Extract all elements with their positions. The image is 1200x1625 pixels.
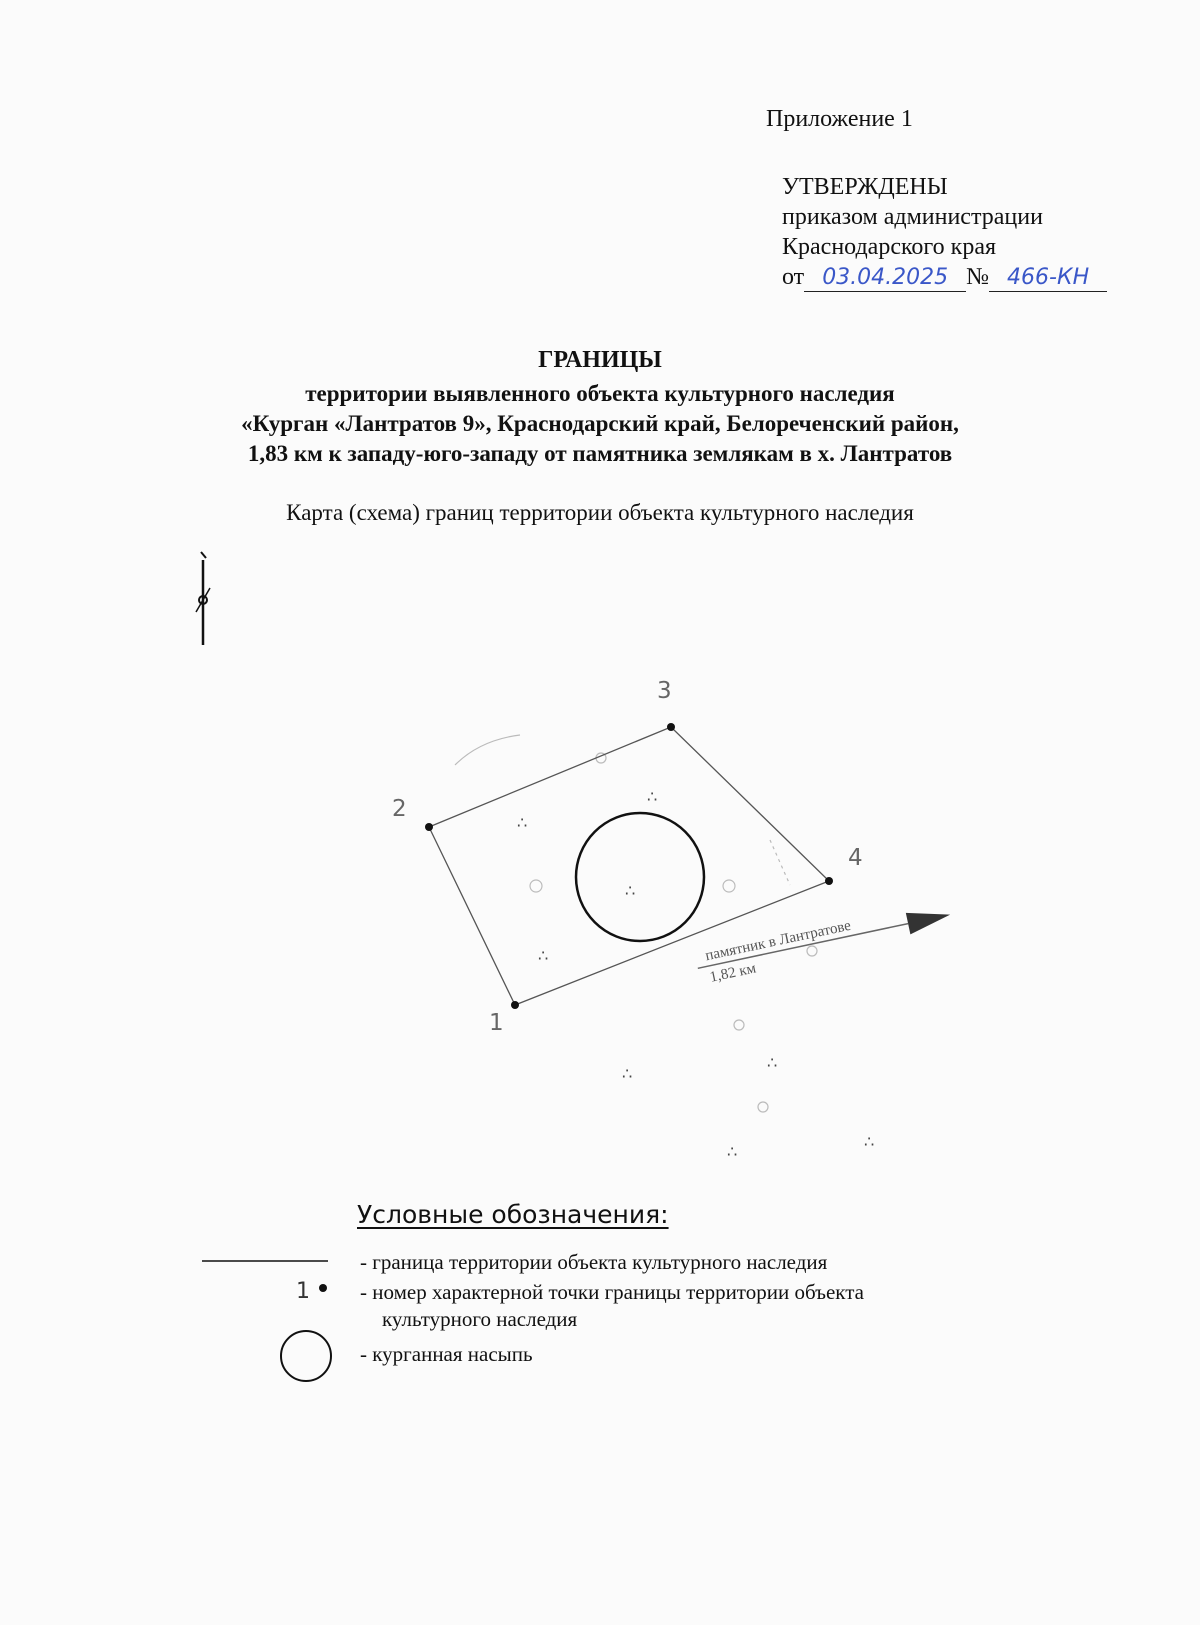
title-main: ГРАНИЦЫ [538, 347, 662, 373]
legend-point-number: 1 [296, 1279, 310, 1304]
point-label-2: 2 [392, 796, 407, 822]
number-prefix: № [966, 264, 990, 290]
title-line-2: «Курган «Лантратов 9», Краснодарский край, Белореченский район, [241, 411, 959, 436]
title-line-1: территории выявленного объекта культурного наследия [305, 381, 895, 406]
date-prefix: от [782, 264, 805, 290]
order-line-2: Краснодарского края [782, 234, 997, 260]
order-line-1: приказом администрации [782, 204, 1043, 230]
svg-text:∴: ∴ [622, 1064, 633, 1083]
svg-text:∴: ∴ [864, 1132, 875, 1151]
svg-text:∴: ∴ [517, 813, 528, 832]
svg-text:∴: ∴ [538, 946, 549, 965]
boundary-point-4 [825, 877, 833, 885]
boundary-point-3 [667, 723, 675, 731]
svg-text:∴: ∴ [727, 1142, 738, 1161]
svg-text:∴: ∴ [625, 881, 636, 900]
approved-label: УТВЕРЖДЕНЫ [782, 174, 948, 200]
legend-title: Условные обозначения: [357, 1200, 669, 1229]
territory-boundary [429, 727, 829, 1005]
svg-text:∴: ∴ [767, 1053, 778, 1072]
point-label-3: 3 [657, 678, 672, 704]
boundary-points [425, 723, 833, 1009]
legend-mound-circle [281, 1331, 331, 1381]
north-arrow-icon [196, 552, 210, 645]
boundary-point-1 [511, 1001, 519, 1009]
point-label-1: 1 [489, 1010, 504, 1036]
svg-text:∴: ∴ [647, 787, 658, 806]
appendix-label: Приложение 1 [766, 106, 913, 132]
map-caption: Карта (схема) границ территории объекта культурного наследия [286, 500, 914, 525]
kurgan-mound [576, 813, 704, 941]
order-number: 466-КН [989, 265, 1107, 292]
order-date: 03.04.2025 [804, 265, 966, 292]
legend-boundary-desc: - граница территории объекта культурного наследия [360, 1250, 828, 1274]
title-line-3: 1,83 км к западу-юго-западу от памятника землякам в х. Лантратов [247, 441, 953, 466]
legend-mound-desc: - курганная насыпь [360, 1342, 533, 1366]
point-label-4: 4 [848, 845, 863, 871]
legend-point-desc-2: культурного наследия [382, 1307, 578, 1331]
faint-marks [455, 735, 817, 1112]
legend-point-desc-1: - номер характерной точки границы территории объекта [360, 1280, 864, 1304]
boundary-point-2 [425, 823, 433, 831]
direction-arrow [694, 897, 954, 988]
arrow-head-icon [906, 904, 953, 934]
legend-point-dot [319, 1284, 327, 1292]
direction-label: памятник в Лантратове [703, 917, 853, 965]
direction-distance: 1,82 км [708, 960, 758, 986]
